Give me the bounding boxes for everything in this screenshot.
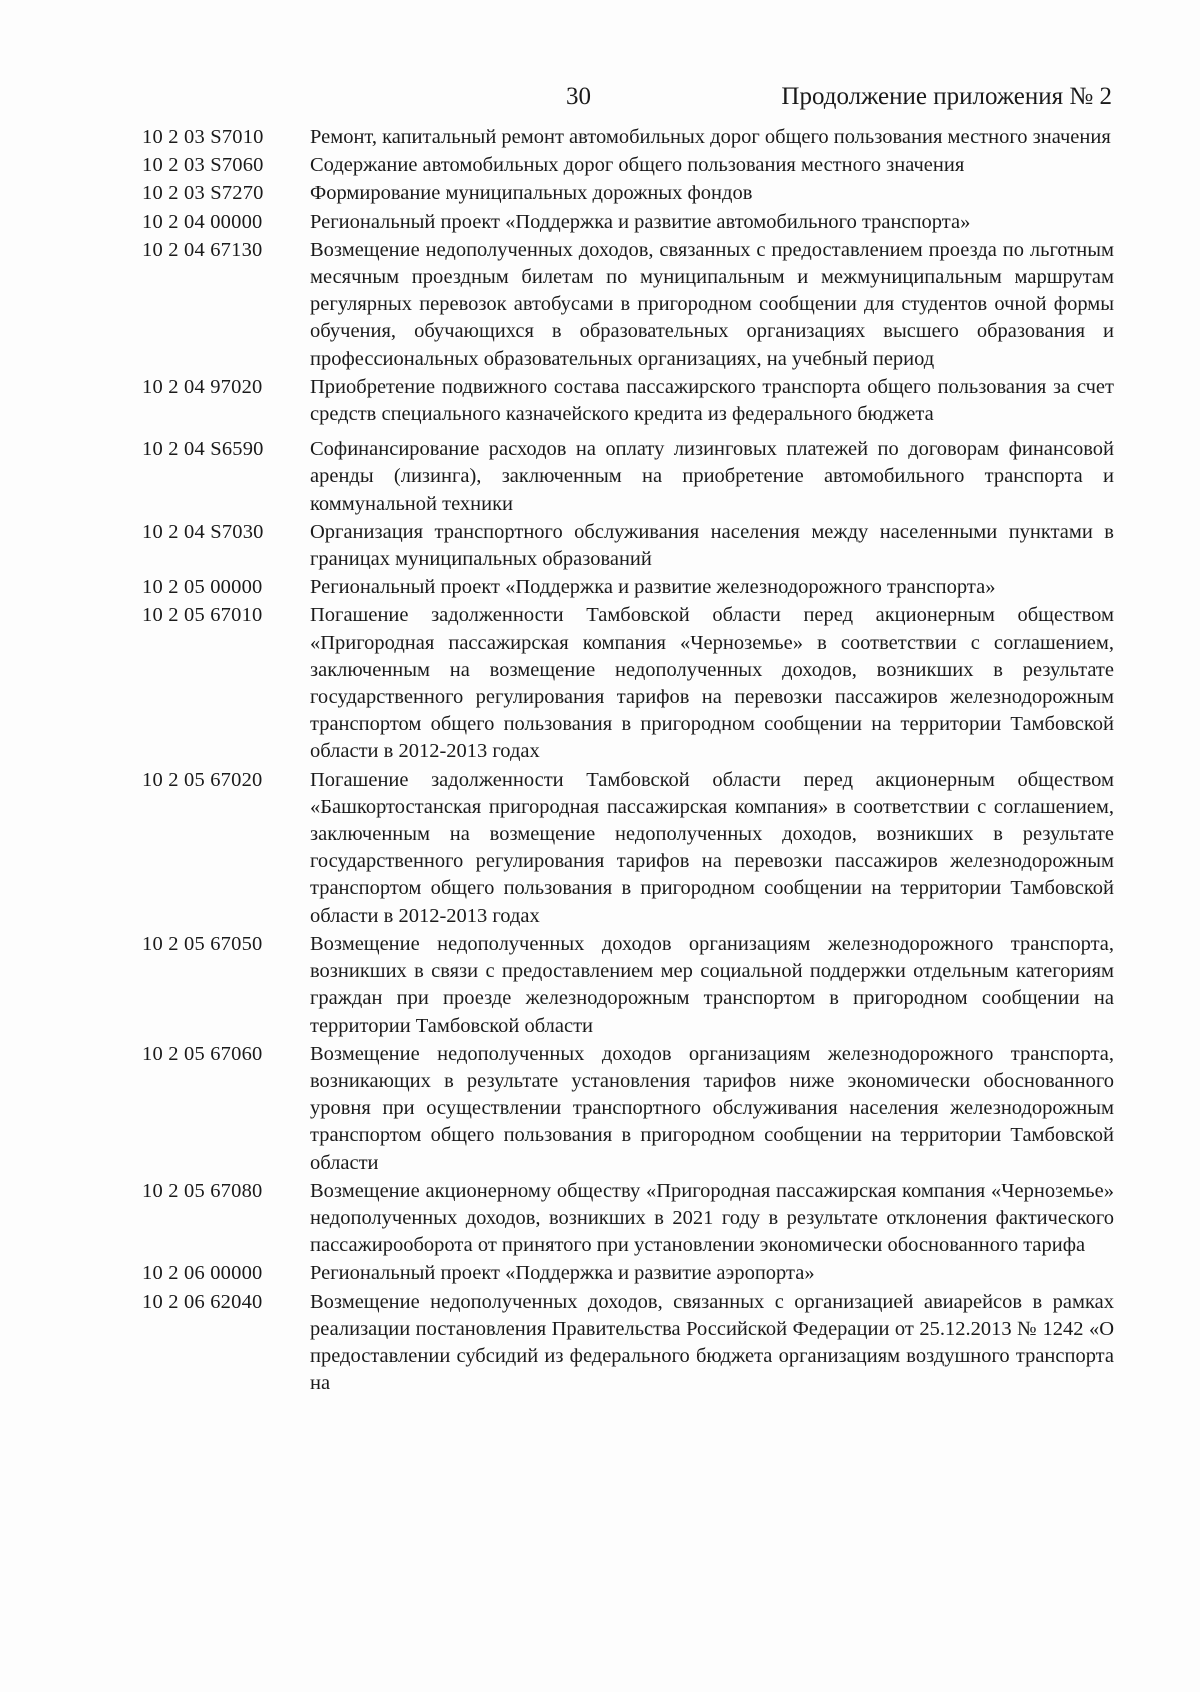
item-code: 10 2 05 67020 bbox=[142, 768, 263, 791]
item-description: Региональный проект «Поддержка и развитие автомобильного транспорта» bbox=[310, 210, 971, 233]
item-description: Погашение задолженности Тамбовской области перед акционерным обществом «Башкортостанская пригородная пассажирская компания» в соответствии с соглашением, заключенным на возмещение недополученных доходов, возникших в результате государственного регулирования тарифов на перевозки пассажиров железнодорожным транспортом общего пользования в пригородном сообщении на территории Тамбовской области в 2012-2013 годах bbox=[310, 768, 1114, 927]
item-code: 10 2 04 S6590 bbox=[142, 438, 264, 461]
item-description: Организация транспортного обслуживания населения между населенными пунктами в границах муниципальных образований bbox=[310, 520, 1114, 571]
list-item bbox=[142, 931, 1114, 1040]
item-code: 10 2 03 S7010 bbox=[142, 126, 264, 148]
item-code: 10 2 06 00000 bbox=[142, 1262, 263, 1285]
list-item bbox=[142, 1178, 1114, 1260]
item-description: Софинансирование расходов на оплату лизинговых платежей по договорам финансовой аренды (лизинга), заключенным на приобретение автомобильного транспорта и коммунальной техники bbox=[310, 438, 1114, 515]
item-description: Возмещение недополученных доходов, связанных с организацией авиарейсов в рамках реализации постановления Правительства Российской Федерации от 25.12.2013 № 1242 «О предоставлении субсидий из федерального бюджета организациям воздушного транспорта на bbox=[310, 1290, 1114, 1395]
list-item bbox=[142, 1260, 1114, 1287]
item-description: Содержание автомобильных дорог общего пользования местного значения bbox=[310, 154, 965, 177]
list-item bbox=[142, 237, 1114, 373]
item-code: 10 2 05 67010 bbox=[142, 604, 263, 627]
item-code: 10 2 05 00000 bbox=[142, 576, 263, 599]
item-code: 10 2 05 67060 bbox=[142, 1042, 263, 1065]
budget-classification-list bbox=[142, 124, 1114, 1398]
list-item bbox=[142, 602, 1114, 765]
item-description: Возмещение недополученных доходов, связанных с предоставлением проезда по льготным месячным проездным билетам по муниципальным и межмуниципальным маршрутам регулярных перевозок автобусами в пригородном сообщении для студентов очной формы обучения, обучающихся в образовательных организациях высшего образования и профессиональных образовательных организациях, на учебный период bbox=[310, 238, 1114, 370]
list-item bbox=[142, 374, 1114, 428]
item-code: 10 2 06 62040 bbox=[142, 1290, 263, 1313]
list-item bbox=[142, 519, 1114, 573]
item-code: 10 2 03 S7060 bbox=[142, 154, 264, 177]
list-item bbox=[142, 152, 1114, 179]
item-code: 10 2 05 67080 bbox=[142, 1179, 263, 1202]
item-code: 10 2 04 97020 bbox=[142, 375, 263, 398]
list-item bbox=[142, 1289, 1114, 1398]
item-description: Региональный проект «Поддержка и развитие аэропорта» bbox=[310, 1262, 815, 1285]
item-description: Региональный проект «Поддержка и развитие железнодорожного транспорта» bbox=[310, 576, 996, 599]
item-description: Возмещение недополученных доходов организациям железнодорожного транспорта, возникающих в результате установления тарифов ниже экономически обоснованного уровня при осуществлении транспортного обслуживания населения железнодорожным транспортом общего пользования в пригородном сообщении на территории Тамбовской области bbox=[310, 1042, 1114, 1174]
item-description: Погашение задолженности Тамбовской области перед акционерным обществом «Пригородная пассажирская компания «Черноземье» в соответствии с соглашением, заключенным на возмещение недополученных доходов, возникших в результате государственного регулирования тарифов на перевозки пассажиров железнодорожным транспортом общего пользования в пригородном сообщении на территории Тамбовской области в 2012-2013 годах bbox=[310, 604, 1114, 763]
item-code: 10 2 04 S7030 bbox=[142, 520, 264, 543]
list-item bbox=[142, 1041, 1114, 1177]
item-code: 10 2 03 S7270 bbox=[142, 182, 264, 205]
item-code: 10 2 04 00000 bbox=[142, 210, 263, 233]
item-description: Формирование муниципальных дорожных фондов bbox=[310, 182, 753, 205]
page-number: 30 bbox=[566, 83, 591, 110]
list-item bbox=[142, 124, 1114, 151]
list-item bbox=[142, 180, 1114, 207]
item-description: Возмещение недополученных доходов организациям железнодорожного транспорта, возникших в связи с предоставлением мер социальной поддержки отдельным категориям граждан при проезде железнодорожным транспортом в пригородном сообщении на территории Тамбовской области bbox=[310, 932, 1114, 1037]
list-item bbox=[142, 209, 1114, 236]
item-code: 10 2 04 67130 bbox=[142, 238, 263, 261]
item-description: Ремонт, капитальный ремонт автомобильных дорог общего пользования местного значения bbox=[310, 126, 1111, 148]
appendix-continuation-title: Продолжение приложения № 2 bbox=[781, 83, 1112, 110]
list-item bbox=[142, 767, 1114, 930]
item-description: Приобретение подвижного состава пассажирского транспорта общего пользования за счет средств специального казначейского кредита из федерального бюджета bbox=[310, 375, 1114, 426]
list-item bbox=[142, 436, 1114, 518]
item-code: 10 2 05 67050 bbox=[142, 932, 263, 955]
list-item bbox=[142, 574, 1114, 601]
item-description: Возмещение акционерному обществу «Пригородная пассажирская компания «Черноземье» недополученных доходов, возникших в 2021 году в результате отклонения фактического пассажирооборота от принятого при установлении экономически обоснованного тарифа bbox=[310, 1179, 1114, 1257]
